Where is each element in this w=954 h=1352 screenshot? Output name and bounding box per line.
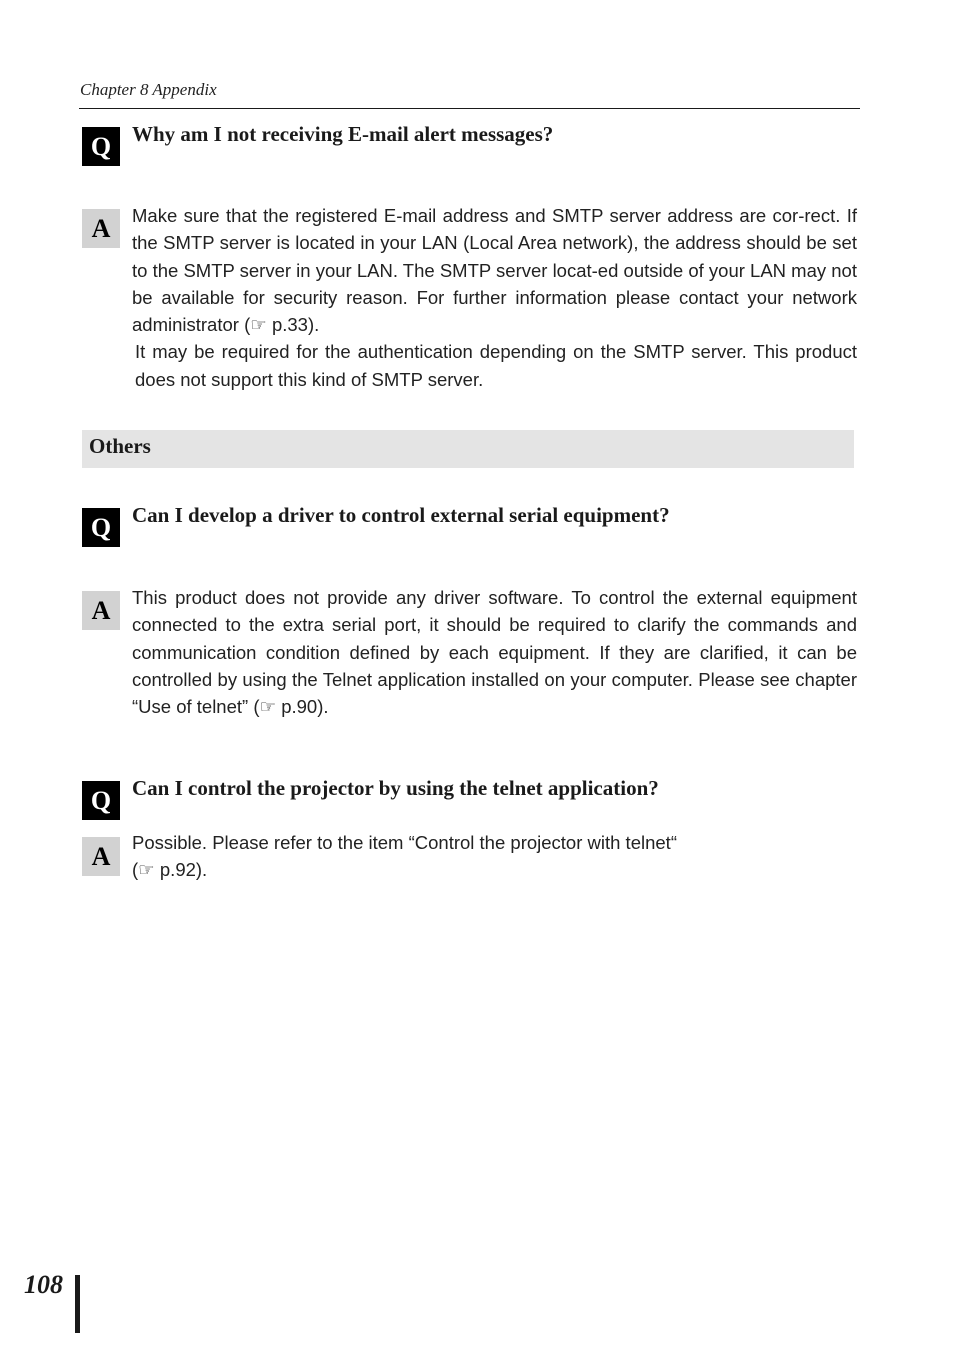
faq-question-telnet: Can I control the projector by using the telnet application?: [132, 776, 659, 800]
section-title: Others: [89, 434, 151, 458]
answer-paragraph: Possible. Please refer to the item “Control the projector with telnet“: [132, 832, 677, 853]
answer-paragraph: (☞ p.92).: [132, 859, 208, 881]
question-badge: Q: [82, 781, 120, 820]
question-badge: Q: [82, 127, 120, 166]
header-rule: [79, 108, 860, 109]
faq-question-email: Why am I not receiving E-mail alert messages?: [132, 122, 554, 146]
question-badge: Q: [82, 508, 120, 547]
faq-answer-telnet: [132, 829, 857, 884]
answer-paragraph: Make sure that the registered E-mail address and SMTP server address are cor-rect. If the SMTP server is located in your LAN (Local Area network), the address should be set to the SMTP server in your LAN. The SMTP server locat-ed outside of your LAN may not be available for security reason. For further information please contact your network administrator (☞ p.33).: [132, 205, 857, 336]
answer-badge: A: [82, 837, 120, 876]
answer-badge: A: [82, 209, 120, 248]
page-number-bar: [75, 1275, 80, 1333]
answer-paragraph: It may be required for the authentication depending on the SMTP server. This product does not support this kind of SMTP server.: [135, 341, 857, 390]
chapter-header: Chapter 8 Appendix: [80, 80, 217, 99]
answer-paragraph: This product does not provide any driver software. To control the external equipment connected to the extra serial port, it should be required to clarify the commands and communication condition defined by each equipment. If they are clarified, it can be controlled by using the Telnet application installed on your computer. Please see chapter “Use of telnet” (☞ p.90).: [132, 587, 857, 718]
page-number: 108: [24, 1270, 63, 1299]
faq-question-driver: Can I develop a driver to control external serial equipment?: [132, 503, 670, 527]
faq-answer-driver: [132, 584, 857, 720]
section-heading-bar: [82, 430, 854, 468]
faq-answer-email: [132, 202, 857, 393]
answer-badge: A: [82, 591, 120, 630]
